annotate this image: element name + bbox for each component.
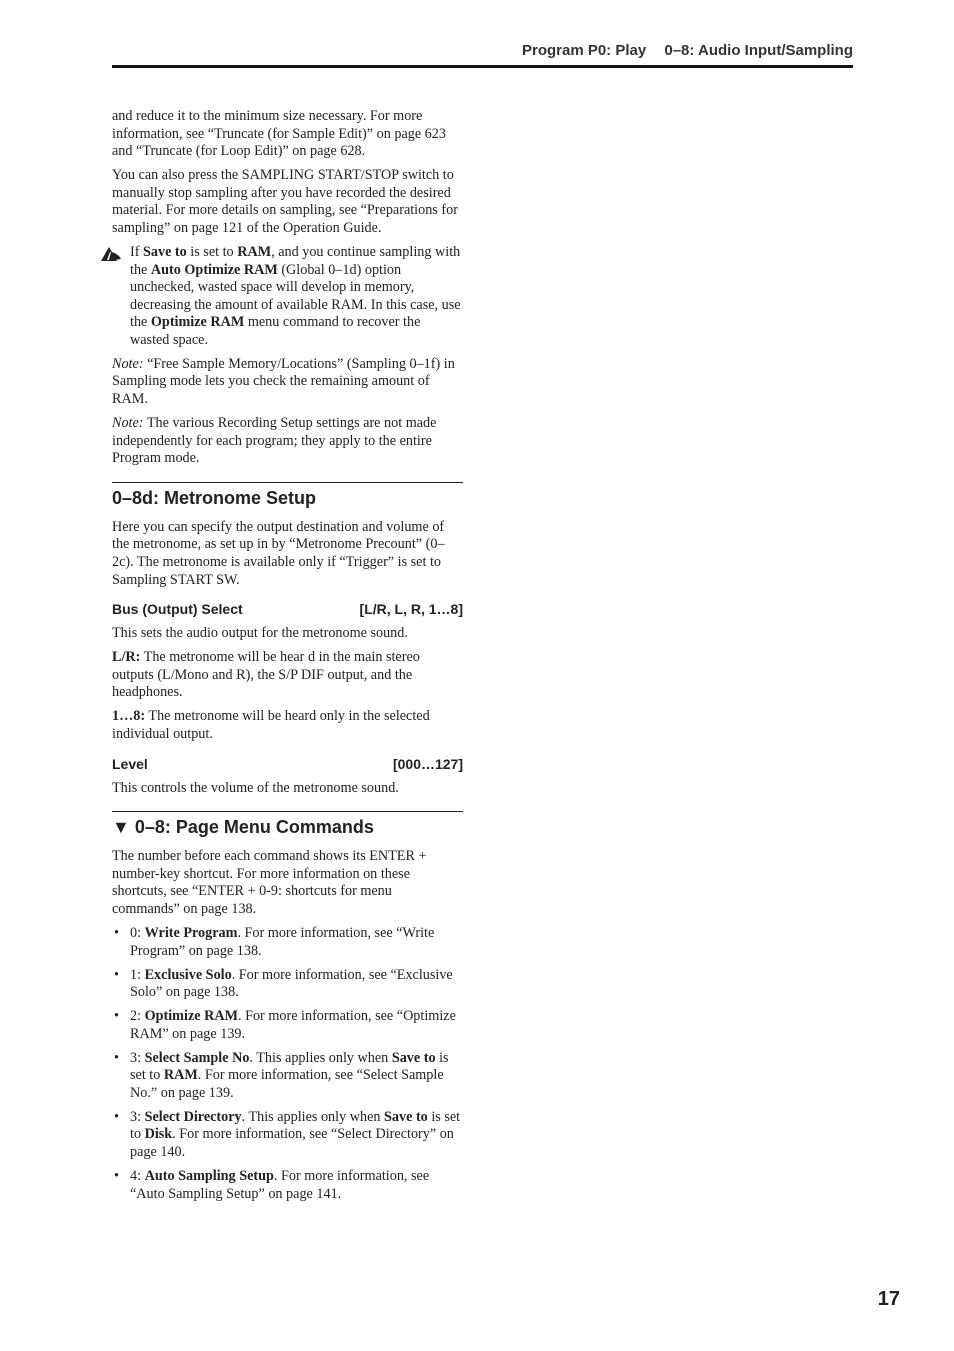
bus-description: This sets the audio output for the metronome sound. bbox=[112, 625, 408, 642]
warning-paragraph: If Save to is set to RAM, and you continue sampling with the Auto Optimize RAM (Global 0–1d) option unchecked, wasted space will develop in memory, decreasing the amount of available RAM. In this case, use the Optimize RAM menu command to recover the wasted space. bbox=[112, 244, 463, 350]
bus-select-parameter bbox=[112, 601, 463, 618]
note-paragraph-1: Note: “Free Sample Memory/Locations” (Sampling 0–1f) in Sampling mode lets you check the remaining amount of RAM. bbox=[112, 355, 455, 408]
menu-commands-heading: ▼ 0–8: Page Menu Commands bbox=[112, 817, 374, 838]
page-number: 17 bbox=[877, 1288, 900, 1310]
metronome-intro: Here you can specify the output destination and volume of the metronome, as set up in by “Metronome Precount” (0–2c). The metronome is available only if “Trigger” is set to Sampling START SW. bbox=[112, 518, 445, 588]
list-item: • 1: Exclusive Solo. For more information, see “Exclusive Solo” on page 138. bbox=[112, 967, 463, 1002]
level-parameter bbox=[112, 756, 463, 773]
menu-command-list bbox=[112, 925, 463, 1203]
note-paragraph-2: Note: The various Recording Setup settings are not made independently for each program; they apply to the entire Program mode. bbox=[112, 415, 437, 467]
list-item: • 3: Select Directory. This applies only when Save to is set to Disk. For more information, see “Select Directory” on page 140. bbox=[112, 1109, 463, 1162]
running-header bbox=[112, 42, 853, 68]
bus-option-lr: L/R: The metronome will be hear d in the main stereo outputs (L/Mono and R), the S/P DIF output, and the headphones. bbox=[112, 649, 420, 701]
header-section: 0–8: Audio Input/Sampling bbox=[664, 42, 853, 59]
header-mode: Program P0: Play bbox=[521, 42, 647, 59]
warning-hand-icon bbox=[100, 246, 122, 262]
parameter-name: Bus (Output) Select bbox=[112, 601, 243, 618]
parameter-range: [L/R, L, R, 1…8] bbox=[359, 601, 463, 618]
parameter-range: [000…127] bbox=[392, 755, 463, 772]
list-item: • 3: Select Sample No. This applies only when Save to is set to RAM. For more information, see “Select Sample No.” on page 139. bbox=[112, 1050, 463, 1103]
intro-paragraph-1: and reduce it to the minimum size necessary. For more information, see “Truncate (for Sample Edit)” on page 623 and “Truncate (for Loop Edit)” on page 628. bbox=[112, 108, 446, 160]
intro-paragraph-2: You can also press the SAMPLING START/STOP switch to manually stop sampling after you have recorded the desired material. For more details on sampling, see “Preparations for sampling” on page 121 of the Operation Guide. bbox=[112, 167, 458, 236]
bus-option-individual: 1…8: The metronome will be heard only in the selected individual output. bbox=[112, 708, 430, 742]
list-item: • 0: Write Program. For more information, see “Write Program” on page 138. bbox=[112, 925, 463, 960]
main-column bbox=[112, 108, 463, 1210]
level-description: This controls the volume of the metronome sound. bbox=[112, 779, 399, 796]
menu-commands-section bbox=[112, 811, 463, 1203]
list-item: • 4: Auto Sampling Setup. For more information, see “Auto Sampling Setup” on page 141. bbox=[112, 1168, 463, 1203]
metronome-section bbox=[112, 482, 463, 797]
parameter-name: Level bbox=[112, 755, 148, 772]
list-item: • 2: Optimize RAM. For more information, see “Optimize RAM” on page 139. bbox=[112, 1008, 463, 1043]
menu-commands-intro: The number before each command shows its ENTER + number-key shortcut. For more information on these shortcuts, see “ENTER + 0-9: shortcuts for menu commands” on page 138. bbox=[112, 848, 427, 917]
metronome-heading: 0–8d: Metronome Setup bbox=[112, 487, 317, 508]
